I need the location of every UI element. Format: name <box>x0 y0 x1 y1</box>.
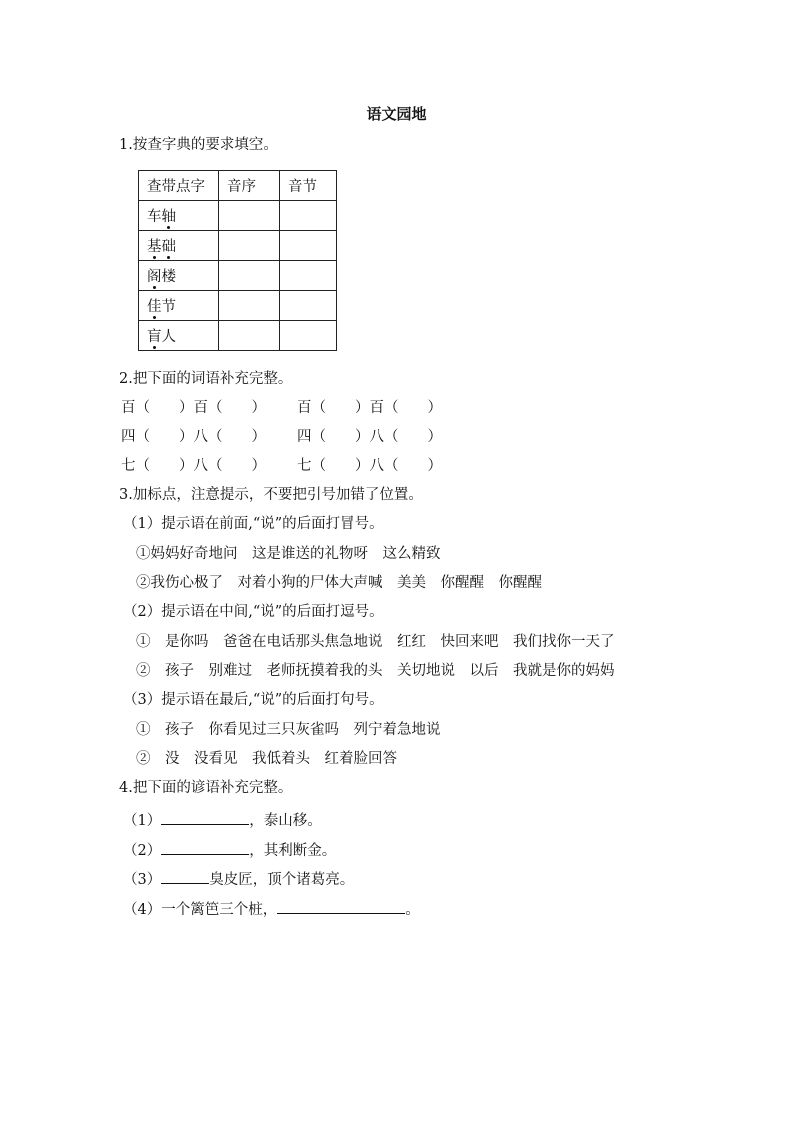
word-char: 车 <box>147 209 162 225</box>
answer-blank[interactable] <box>161 838 249 855</box>
answer-blank[interactable] <box>161 808 249 825</box>
word-char: 楼 <box>161 269 176 285</box>
punctuation-item: ② 没 没看见 我低着头 红着脸回答 <box>136 751 397 767</box>
idiom-blank-right[interactable]: 百（ ）百（ ） <box>297 400 442 416</box>
syllable-answer-cell[interactable] <box>280 201 337 231</box>
syllable-answer-cell[interactable] <box>280 291 337 321</box>
header-initial: 音序 <box>219 171 280 201</box>
dotted-char: 础 <box>162 235 177 256</box>
table-row <box>139 321 337 351</box>
q3-heading: 3.加标点，注意提示，不要把引号加错了位置。 <box>119 487 423 503</box>
word-cell <box>139 321 219 351</box>
dotted-char: 轴 <box>162 205 177 226</box>
word-char: 人 <box>161 329 176 345</box>
table-header-row <box>139 171 337 201</box>
answer-blank[interactable] <box>277 897 405 914</box>
punctuation-item: ① 孩子 你看见过三只灰雀吗 列宁着急地说 <box>136 722 441 738</box>
word-cell <box>139 261 219 291</box>
syllable-answer-cell[interactable] <box>280 261 337 291</box>
word-char: 节 <box>161 299 176 315</box>
table-row <box>139 231 337 261</box>
punctuation-item: ①妈妈好奇地问 这是谁送的礼物呀 这么精致 <box>136 546 441 562</box>
initial-answer-cell[interactable] <box>219 321 280 351</box>
table-row <box>139 201 337 231</box>
q3-part-label: （3）提示语在最后,“说”的后面打句号。 <box>123 692 384 708</box>
initial-answer-cell[interactable] <box>219 291 280 321</box>
initial-answer-cell[interactable] <box>219 201 280 231</box>
dotted-char: 基 <box>147 235 162 256</box>
punctuation-item: ②我伤心极了 对着小狗的尸体大声喊 美美 你醒醒 你醒醒 <box>136 575 542 591</box>
idiom-blank-left[interactable]: 七（ ）八（ ） <box>121 458 266 474</box>
word-cell <box>139 291 219 321</box>
proverb-prefix: （3） <box>123 872 162 888</box>
proverb-suffix: ，其利断金。 <box>249 843 337 859</box>
idiom-blank-left[interactable]: 四（ ）八（ ） <box>121 429 266 445</box>
table-row <box>139 291 337 321</box>
q3-part-label: （1）提示语在前面,“说”的后面打冒号。 <box>123 516 384 532</box>
q1-heading: 1.按查字典的要求填空。 <box>119 137 278 153</box>
proverb-line <box>123 897 420 920</box>
syllable-answer-cell[interactable] <box>280 321 337 351</box>
idiom-blank-left[interactable]: 百（ ）百（ ） <box>121 400 266 416</box>
idiom-blank-right[interactable]: 七（ ）八（ ） <box>297 458 442 474</box>
punctuation-item: ② 孩子 别难过 老师抚摸着我的头 关切地说 以后 我就是你的妈妈 <box>136 663 615 679</box>
idiom-blank-right[interactable]: 四（ ）八（ ） <box>297 429 442 445</box>
dictionary-table <box>138 170 337 351</box>
q4-heading: 4.把下面的谚语补充完整。 <box>119 780 293 796</box>
proverb-suffix: ，泰山移。 <box>249 813 322 829</box>
word-cell <box>139 231 219 261</box>
header-char: 查带点字 <box>139 171 219 201</box>
dotted-char: 佳 <box>147 295 162 316</box>
proverb-suffix: 。 <box>405 902 420 918</box>
proverb-line <box>123 808 322 831</box>
proverb-line <box>123 838 336 861</box>
table-row <box>139 261 337 291</box>
dotted-char: 阁 <box>147 265 162 286</box>
syllable-answer-cell[interactable] <box>280 231 337 261</box>
proverb-suffix: 臭皮匠，顶个诸葛亮。 <box>209 872 355 888</box>
header-syllable: 音节 <box>280 171 337 201</box>
proverb-prefix: （4）一个篱笆三个桩， <box>123 902 278 918</box>
proverb-prefix: （1） <box>123 813 162 829</box>
initial-answer-cell[interactable] <box>219 231 280 261</box>
proverb-line <box>123 867 354 890</box>
initial-answer-cell[interactable] <box>219 261 280 291</box>
punctuation-item: ① 是你吗 爸爸在电话那头焦急地说 红红 快回来吧 我们找你一天了 <box>136 634 615 650</box>
q2-heading: 2.把下面的词语补充完整。 <box>119 371 293 387</box>
q3-part-label: （2）提示语在中间,“说”的后面打逗号。 <box>123 604 384 620</box>
dotted-char: 盲 <box>147 325 162 346</box>
proverb-prefix: （2） <box>123 843 162 859</box>
answer-blank[interactable] <box>161 867 209 884</box>
word-cell <box>139 201 219 231</box>
page-title: 语文园地 <box>366 105 427 123</box>
